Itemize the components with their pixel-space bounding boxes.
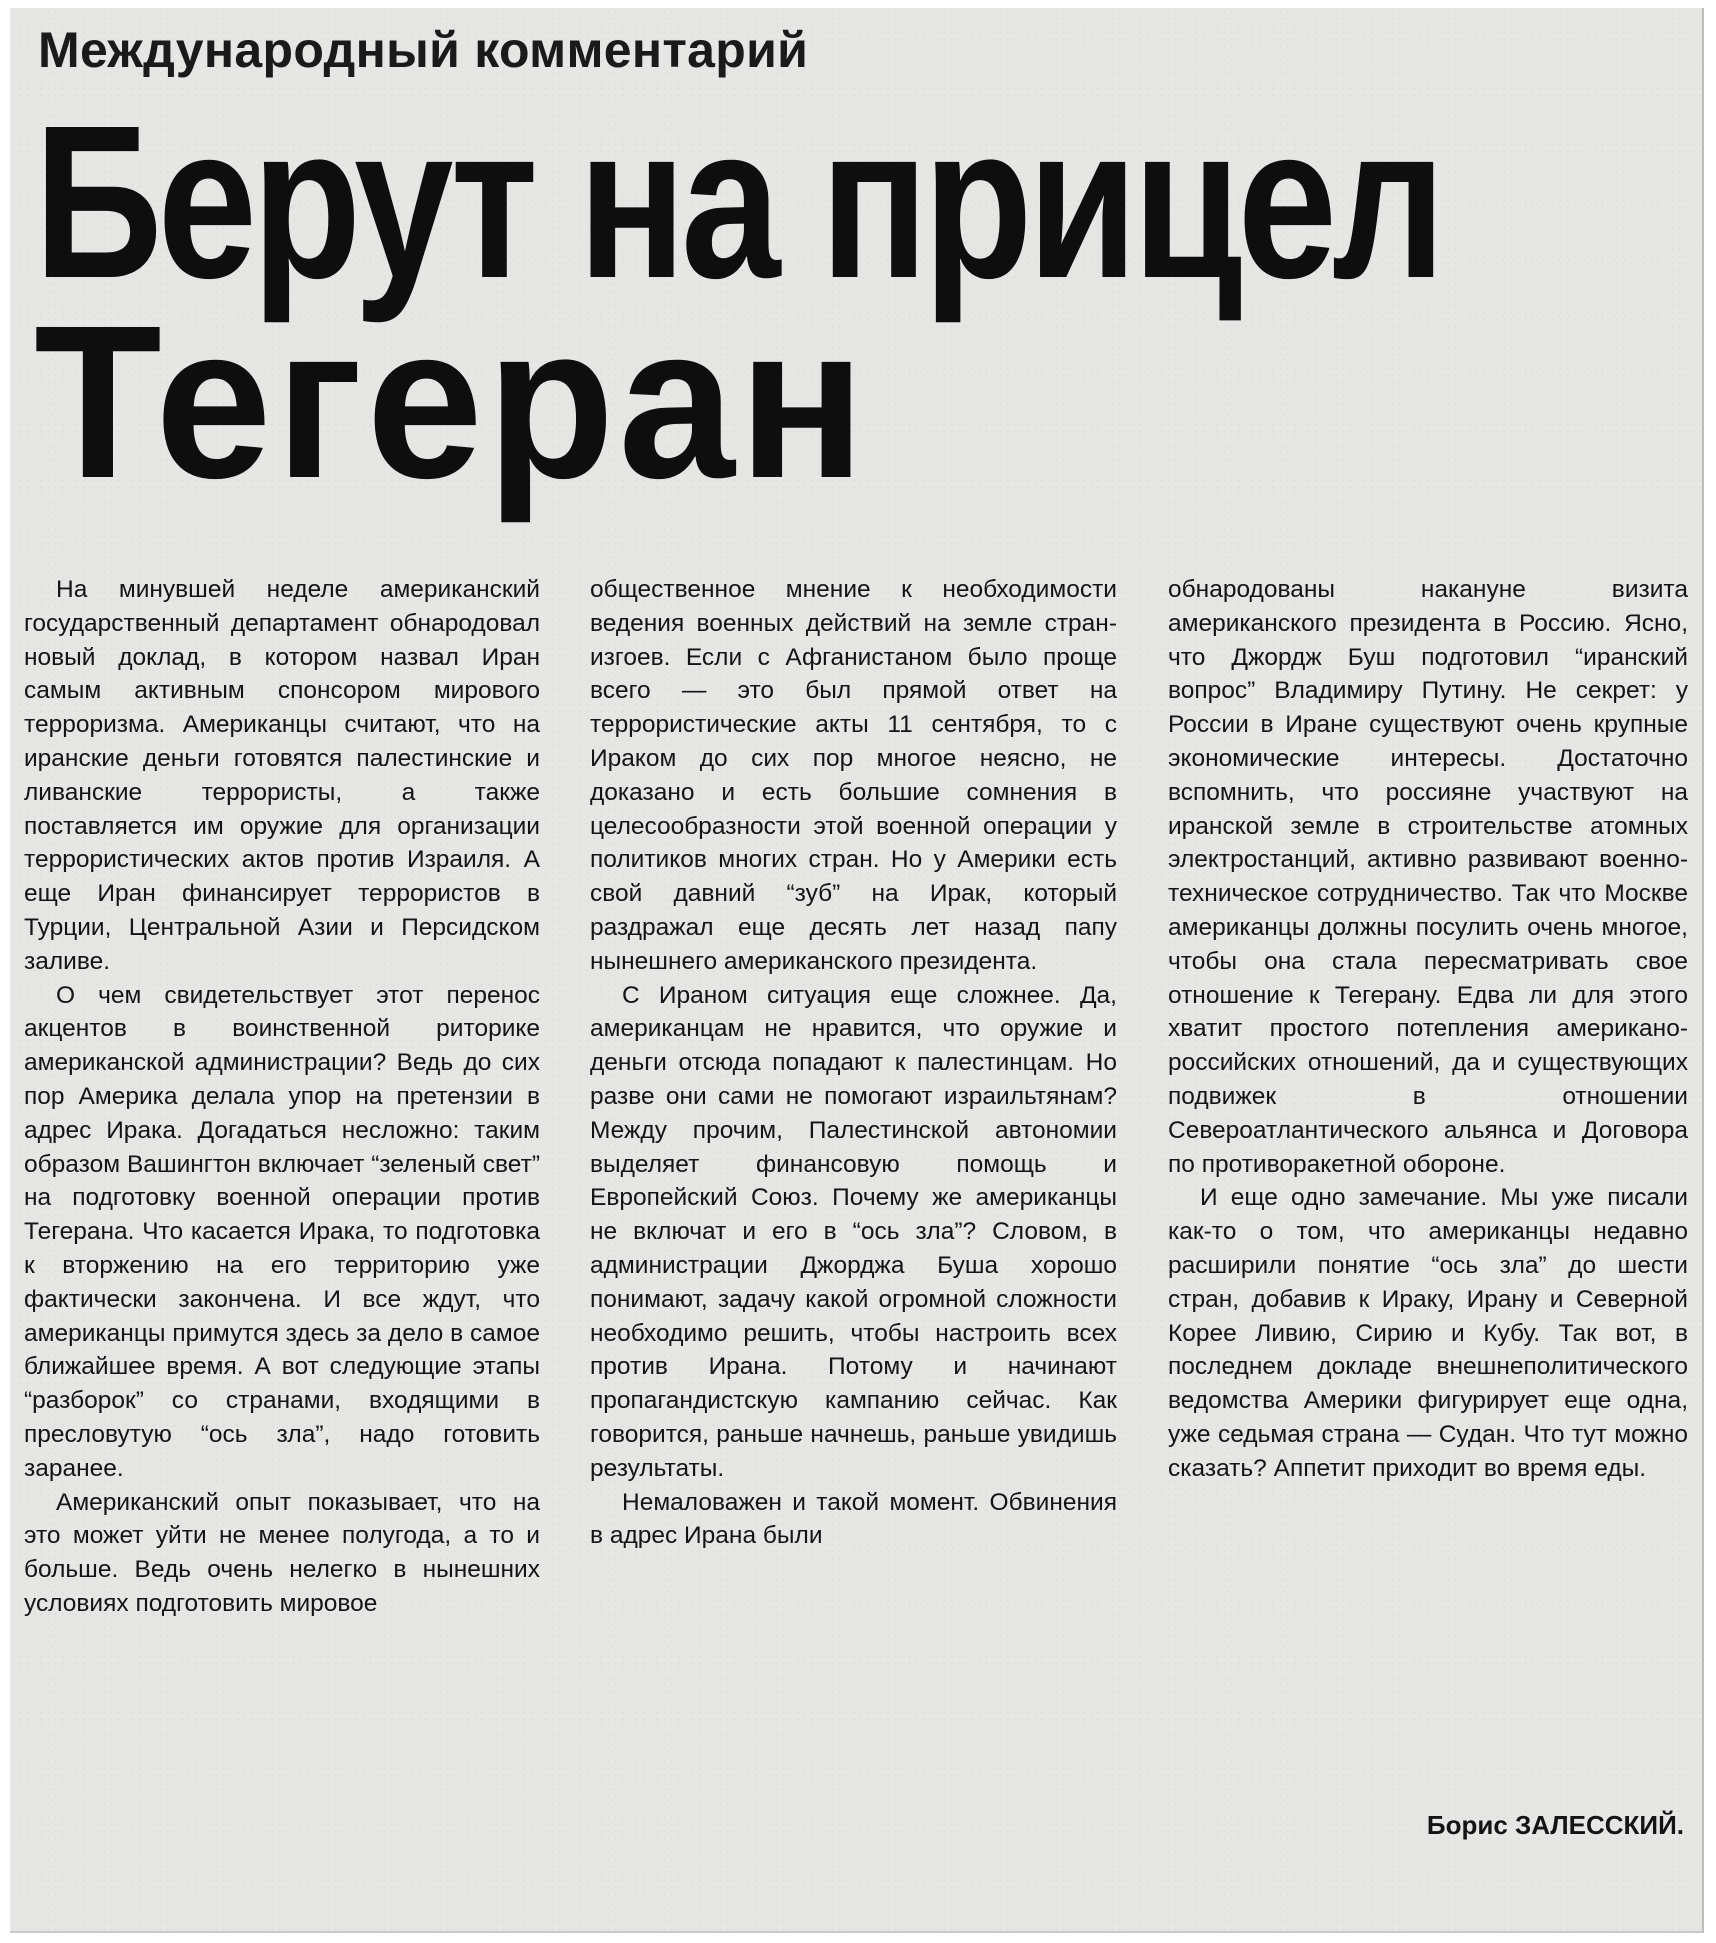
author-signature: Борис ЗАЛЕССКИЙ.	[1426, 1810, 1684, 1840]
paragraph: На минувшей неделе американский государственный департамент обнародовал новый доклад, в котором назвал Иран самым активным спонсором мирового терроризма. Американцы считают, что на иранские деньги готовятся палестинские и ливанские террористы, а также поставляется им оружие для организации террористических актов против Израиля. А еще Иран финансирует террористов в Турции, Центральной Азии и Персидском заливе.	[24, 576, 540, 975]
text-column-1	[24, 573, 540, 1621]
paragraph-continued: общественное мнение к необходимости ведения военных действий на земле стран-изгоев. Если с Афганистаном было проще всего — это был прямой ответ на террористические акты 11 сентября, то с Ираком до сих пор многое неясно, не доказано и есть большие сомнения в целесообразности этой военной операции у политиков многих стран. Но у Америки есть свой давний “зуб” на Ирак, который раздражал еще десять лет назад папу нынешнего американского президента.	[590, 576, 1117, 975]
article-headline	[34, 81, 1694, 524]
paragraph: Немаловажен и такой момент. Обвинения в адрес Ирана были	[590, 1488, 1117, 1550]
article-body	[10, 573, 1704, 1918]
text-column-2	[590, 573, 1117, 1553]
text-column-3	[1168, 573, 1688, 1486]
paragraph: Американский опыт показывает, что на это может уйти не менее полугода, а то и больше. Ведь очень нелегко в нынешних условиях подготовить мировое	[24, 1488, 540, 1617]
newspaper-clipping	[10, 8, 1704, 1933]
headline-line-2: Тегеран	[34, 281, 869, 524]
paragraph: О чем свидетельствует этот перенос акцентов в воинственной риторике американской администрации? Ведь до сих пор Америка делала упор на претензии в адрес Ирака. Догадаться несложно: таким образом Вашингтон включает “зеленый свет” на подготовку военной операции против Тегерана. Что касается Ирака, то подготовка к вторжению на его территорию уже фактически закончена. И все ждут, что американцы примутся здесь за дело в самое ближайшее время. А вот следующие этапы “разборок” со странами, входящими в пресловутую “ось зла”, надо готовить заранее.	[24, 981, 540, 1482]
headline-line-1: Берут на прицел	[34, 81, 1441, 324]
paragraph-continued: обнародованы накануне визита американского президента в Россию. Ясно, что Джордж Буш подготовил “иранский вопрос” Владимиру Путину. Не секрет: у России в Иране существуют очень крупные экономические интересы. Достаточно вспомнить, что россияне участвуют на иранской земле в строительстве атомных электростанций, активно развивают военно-техническое сотрудничество. Так что Москве американцы должны посулить очень многое, чтобы она стала пересматривать свое отношение к Тегерану. Едва ли для этого хватит простого потепления американо-российских отношений, да и существующих подвижек в отношении Североатлантического альянса и Договора по противоракетной обороне.	[1168, 576, 1688, 1178]
paragraph: И еще одно замечание. Мы уже писали как-то о том, что американцы недавно расширили понятие “ось зла” до шести стран, добавив к Ираку, Ирану и Северной Корее Ливию, Сирию и Кубу. Так вот, в последнем докладе внешнеполитического ведомства Америки фигурирует еще одна, уже седьмая страна — Судан. Что тут можно сказать? Аппетит приходит во время еды.	[1168, 1184, 1688, 1482]
paragraph: С Ираном ситуация еще сложнее. Да, американцам не нравится, что оружие и деньги отсюда попадают к палестинцам. Но разве они сами не помогают израильтянам? Между прочим, Палестинской автономии выделяет финансовую помощь и Европейский Союз. Почему же американцы не включат и его в “ось зла”? Словом, в администрации Джорджа Буша хорошо понимают, задачу какой огромной сложности необходимо решить, чтобы настроить всех против Ирана. Потому и начинают пропагандистскую кампанию сейчас. Как говорится, раньше начнешь, раньше увидишь результаты.	[590, 981, 1117, 1482]
rubric-heading: Международный комментарий	[38, 22, 809, 78]
